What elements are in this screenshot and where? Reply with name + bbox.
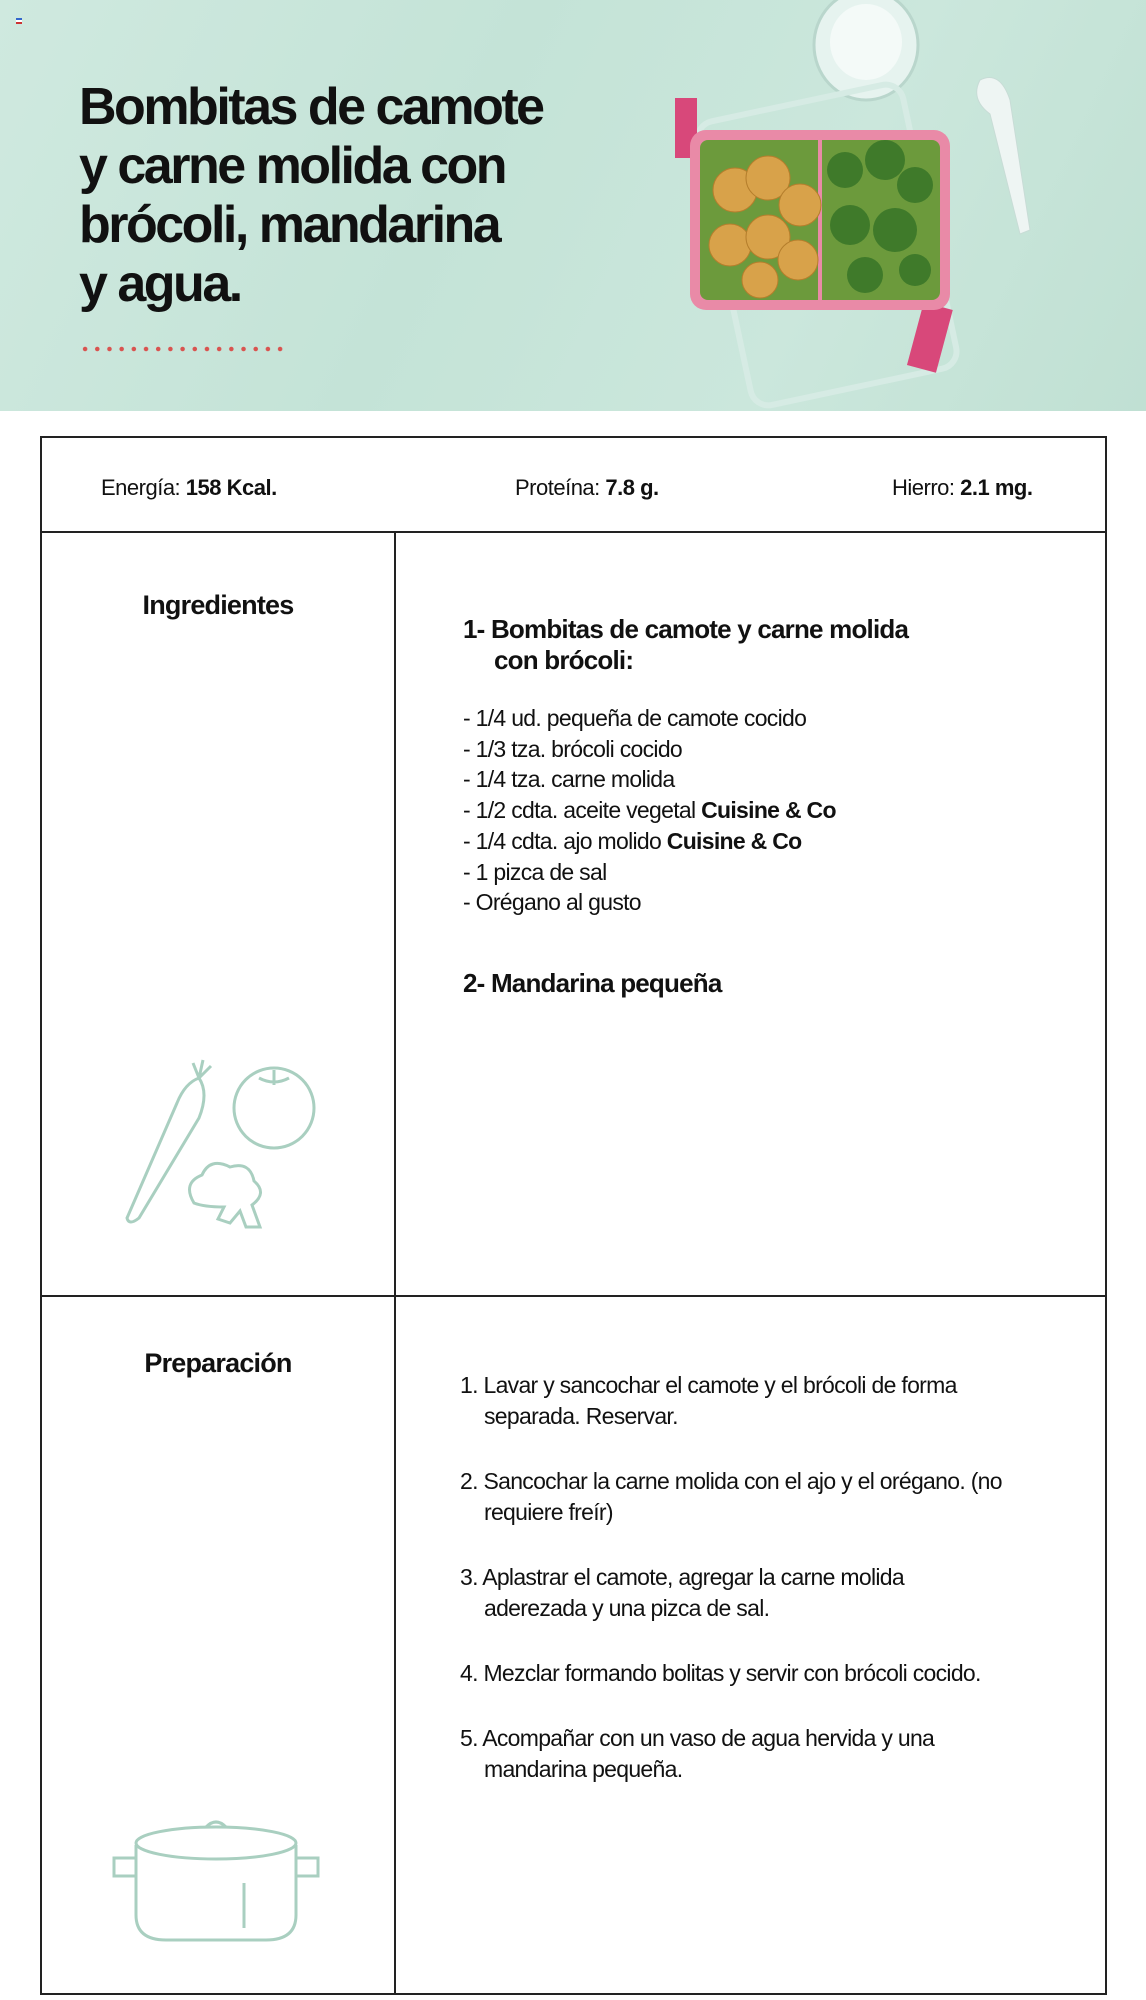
recipe-title — [79, 78, 543, 314]
ingredient-text: - 1/2 cdta. aceite vegetal — [463, 797, 702, 824]
energy-info — [101, 475, 277, 501]
nutrition-row — [42, 438, 1105, 533]
ingredient-text: - 1/4 ud. pequeña de camote cocido — [463, 705, 807, 731]
ingredient-item — [463, 887, 836, 918]
ingredient-text: - 1/4 cdta. ajo molido — [463, 827, 667, 854]
dotted-divider — [79, 346, 287, 352]
title-line: y carne molida con — [79, 137, 506, 195]
energy-value: 158 Kcal. — [185, 475, 277, 500]
row-divider — [42, 1295, 1105, 1297]
recipe-table — [40, 436, 1107, 1995]
ingredient-text: - Orégano al gusto — [463, 889, 641, 916]
title-line: y agua. — [79, 255, 241, 313]
ingredient-group-1-title — [463, 614, 908, 676]
ingredient-item — [463, 857, 836, 888]
pot-illustration — [106, 1803, 326, 1953]
lunchbox-photo — [660, 0, 1080, 411]
brand-name: Cuisine & Co — [701, 797, 836, 824]
iron-info — [892, 475, 1032, 501]
vegetables-illustration — [104, 1058, 324, 1238]
protein-value: 7.8 g. — [605, 475, 659, 500]
step-text: 3. Aplastrar el camote, agregar la carne molida aderezada y una pizca de sal. — [460, 1564, 904, 1621]
ingredient-item — [463, 764, 836, 795]
ingredient-item — [463, 795, 836, 826]
iron-value: 2.1 mg. — [960, 475, 1033, 500]
ingredient-text: - 1 pizca de sal — [463, 858, 607, 885]
ingredient-text: - 1/4 tza. carne molida — [463, 766, 675, 793]
ingredient-list — [463, 703, 836, 918]
step-item — [460, 1466, 1100, 1528]
ingredient-item — [463, 703, 836, 734]
step-item — [460, 1658, 1100, 1689]
step-text: 5. Acompañar con un vaso de agua hervida y una mandarina pequeña. — [460, 1725, 935, 1782]
column-divider — [394, 533, 396, 1995]
energy-label: Energía: — [101, 475, 181, 500]
preparation-heading: Preparación — [144, 1348, 292, 1378]
ingredient-text: - 1/3 tza. brócoli cocido — [463, 735, 683, 762]
protein-info — [515, 475, 659, 501]
flag-icon — [16, 18, 22, 24]
title-line: brócoli, mandarina — [79, 196, 500, 254]
group-title-line: 1- Bombitas de camote y carne molida — [463, 614, 909, 644]
protein-label: Proteína: — [515, 475, 600, 500]
iron-label: Hierro: — [892, 475, 955, 500]
brand-name: Cuisine & Co — [666, 827, 802, 854]
step-item — [460, 1723, 1100, 1785]
step-item — [460, 1562, 1100, 1624]
group-title-line: con brócoli: — [494, 645, 634, 675]
ingredient-item — [463, 826, 836, 857]
ingredients-heading: Ingredientes — [142, 590, 294, 620]
step-text: 4. Mezclar formando bolitas y servir con brócoli cocido. — [460, 1660, 981, 1686]
hero-banner — [0, 0, 1146, 411]
step-text: 1. Lavar y sancochar el camote y el brócoli de forma separada. Reservar. — [460, 1372, 957, 1429]
ingredient-item — [463, 734, 836, 765]
ingredient-group-2-title: 2- Mandarina pequeña — [463, 968, 722, 998]
step-item — [460, 1370, 1100, 1432]
step-text: 2. Sancochar la carne molida con el ajo y el orégano. (no requiere freír) — [460, 1468, 1002, 1525]
title-line: Bombitas de camote — [79, 78, 543, 136]
preparation-steps — [460, 1370, 1100, 1819]
